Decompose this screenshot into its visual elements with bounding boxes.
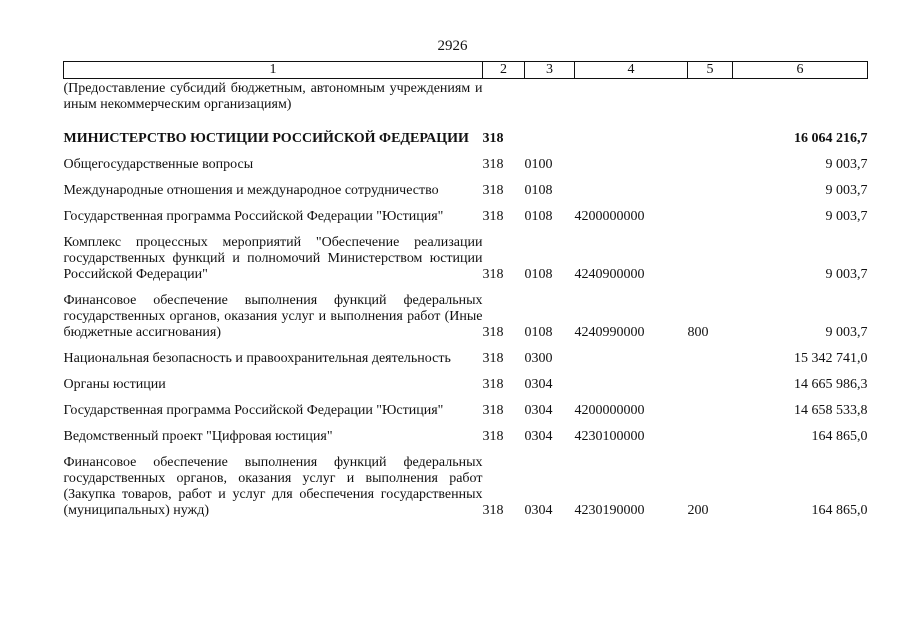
row-amount: 15 342 741,0 [794,351,868,366]
table-row [64,199,868,225]
row-expense-type [688,367,733,393]
row-target-code: 4200000000 [574,209,645,224]
table-row [64,113,868,147]
table-row [64,173,868,199]
row-amount: 9 003,7 [825,183,868,198]
header-col-6: 6 [733,62,868,79]
row-expense-type [688,147,733,173]
row-target-code [575,367,688,393]
row-section-code [525,79,575,114]
row-expense-type [688,113,733,147]
table-row [64,341,868,367]
row-target-code: 4230190000 [574,503,645,518]
row-name: Международные отношения и международное сотрудничество [63,183,439,198]
row-section-code: 0300 [524,351,553,366]
header-col-2: 2 [483,62,525,79]
row-ministry-code: 318 [482,351,504,366]
row-name: Национальная безопасность и правоохранительная деятельность [63,351,451,366]
row-name: Общегосударственные вопросы [63,157,254,172]
row-section-code: 0304 [524,403,553,418]
row-amount: 14 658 533,8 [794,403,868,418]
row-name: Комплекс процессных мероприятий "Обеспечение реализации государственных функций и полномочий Министерством юстиции Российской Федерации" [63,235,483,282]
row-amount: 14 665 986,3 [794,377,868,392]
row-target-code: 4240990000 [574,325,645,340]
row-name: Ведомственный проект "Цифровая юстиция" [63,429,333,444]
row-target-code [575,147,688,173]
row-ministry-code: 318 [482,157,504,172]
row-expense-type [688,79,733,114]
row-expense-type [688,419,733,445]
row-ministry-code: 318 [482,267,504,282]
row-amount: 164 865,0 [811,503,868,518]
row-target-code [575,341,688,367]
row-amount [733,79,868,114]
row-section-code: 0304 [524,503,553,518]
row-ministry-code: 318 [482,183,504,198]
row-amount: 16 064 216,7 [794,131,868,146]
row-section-code: 0304 [524,429,553,444]
row-ministry-code: 318 [482,503,504,518]
row-expense-type: 800 [687,325,709,340]
row-amount: 164 865,0 [811,429,868,444]
table-row [64,445,868,519]
table-row [64,367,868,393]
row-expense-type [688,393,733,419]
header-col-1: 1 [64,62,483,79]
row-ministry-code: 318 [482,131,504,146]
budget-table [63,61,868,519]
page-number: 2926 [437,38,468,54]
row-section-code: 0108 [524,209,553,224]
row-ministry-code: 318 [482,209,504,224]
header-col-4: 4 [575,62,688,79]
row-name: Финансовое обеспечение выполнения функций федеральных государственных органов, оказания услуг и выполнения работ (Закупка товаров, работ и услуг для обеспечения государственных (муниципальных) нужд) [63,455,483,518]
column-number-header [64,62,868,79]
row-expense-type [688,173,733,199]
row-expense-type: 200 [687,503,709,518]
row-target-code [575,173,688,199]
row-target-code: 4240900000 [574,267,645,282]
header-col-5: 5 [688,62,733,79]
row-name: (Предоставление субсидий бюджетным, автономным учреждениям и иным некоммерческим организациям) [63,81,483,112]
row-ministry-code: 318 [482,429,504,444]
row-expense-type [688,225,733,283]
row-amount: 9 003,7 [825,209,868,224]
row-ministry-code: 318 [482,377,504,392]
row-name: Государственная программа Российской Федерации "Юстиция" [63,209,444,224]
table-row [64,79,868,114]
row-expense-type [688,341,733,367]
row-target-code [575,113,688,147]
row-target-code [575,79,688,114]
row-amount: 9 003,7 [825,157,868,172]
row-target-code: 4200000000 [574,403,645,418]
row-ministry-code: 318 [482,325,504,340]
row-section-code: 0108 [524,183,553,198]
header-col-3: 3 [525,62,575,79]
row-expense-type [688,199,733,225]
row-amount: 9 003,7 [825,267,868,282]
row-section-code: 0304 [524,377,553,392]
row-target-code: 4230100000 [574,429,645,444]
row-name: Государственная программа Российской Федерации "Юстиция" [63,403,444,418]
row-section-code: 0108 [524,267,553,282]
row-section-code: 0100 [524,157,553,172]
row-name: Финансовое обеспечение выполнения функций федеральных государственных органов, оказания услуг и выполнения работ (Иные бюджетные ассигнования) [63,293,483,340]
table-row [64,283,868,341]
row-section-code [525,113,575,147]
row-ministry-code: 318 [482,403,504,418]
row-amount: 9 003,7 [825,325,868,340]
row-name: Органы юстиции [63,377,166,392]
table-row [64,225,868,283]
row-section-code: 0108 [524,325,553,340]
table-row [64,419,868,445]
table-row [64,393,868,419]
row-ministry-code [483,79,525,114]
table-row [64,147,868,173]
row-name: МИНИСТЕРСТВО ЮСТИЦИИ РОССИЙСКОЙ ФЕДЕРАЦИИ [63,131,469,146]
